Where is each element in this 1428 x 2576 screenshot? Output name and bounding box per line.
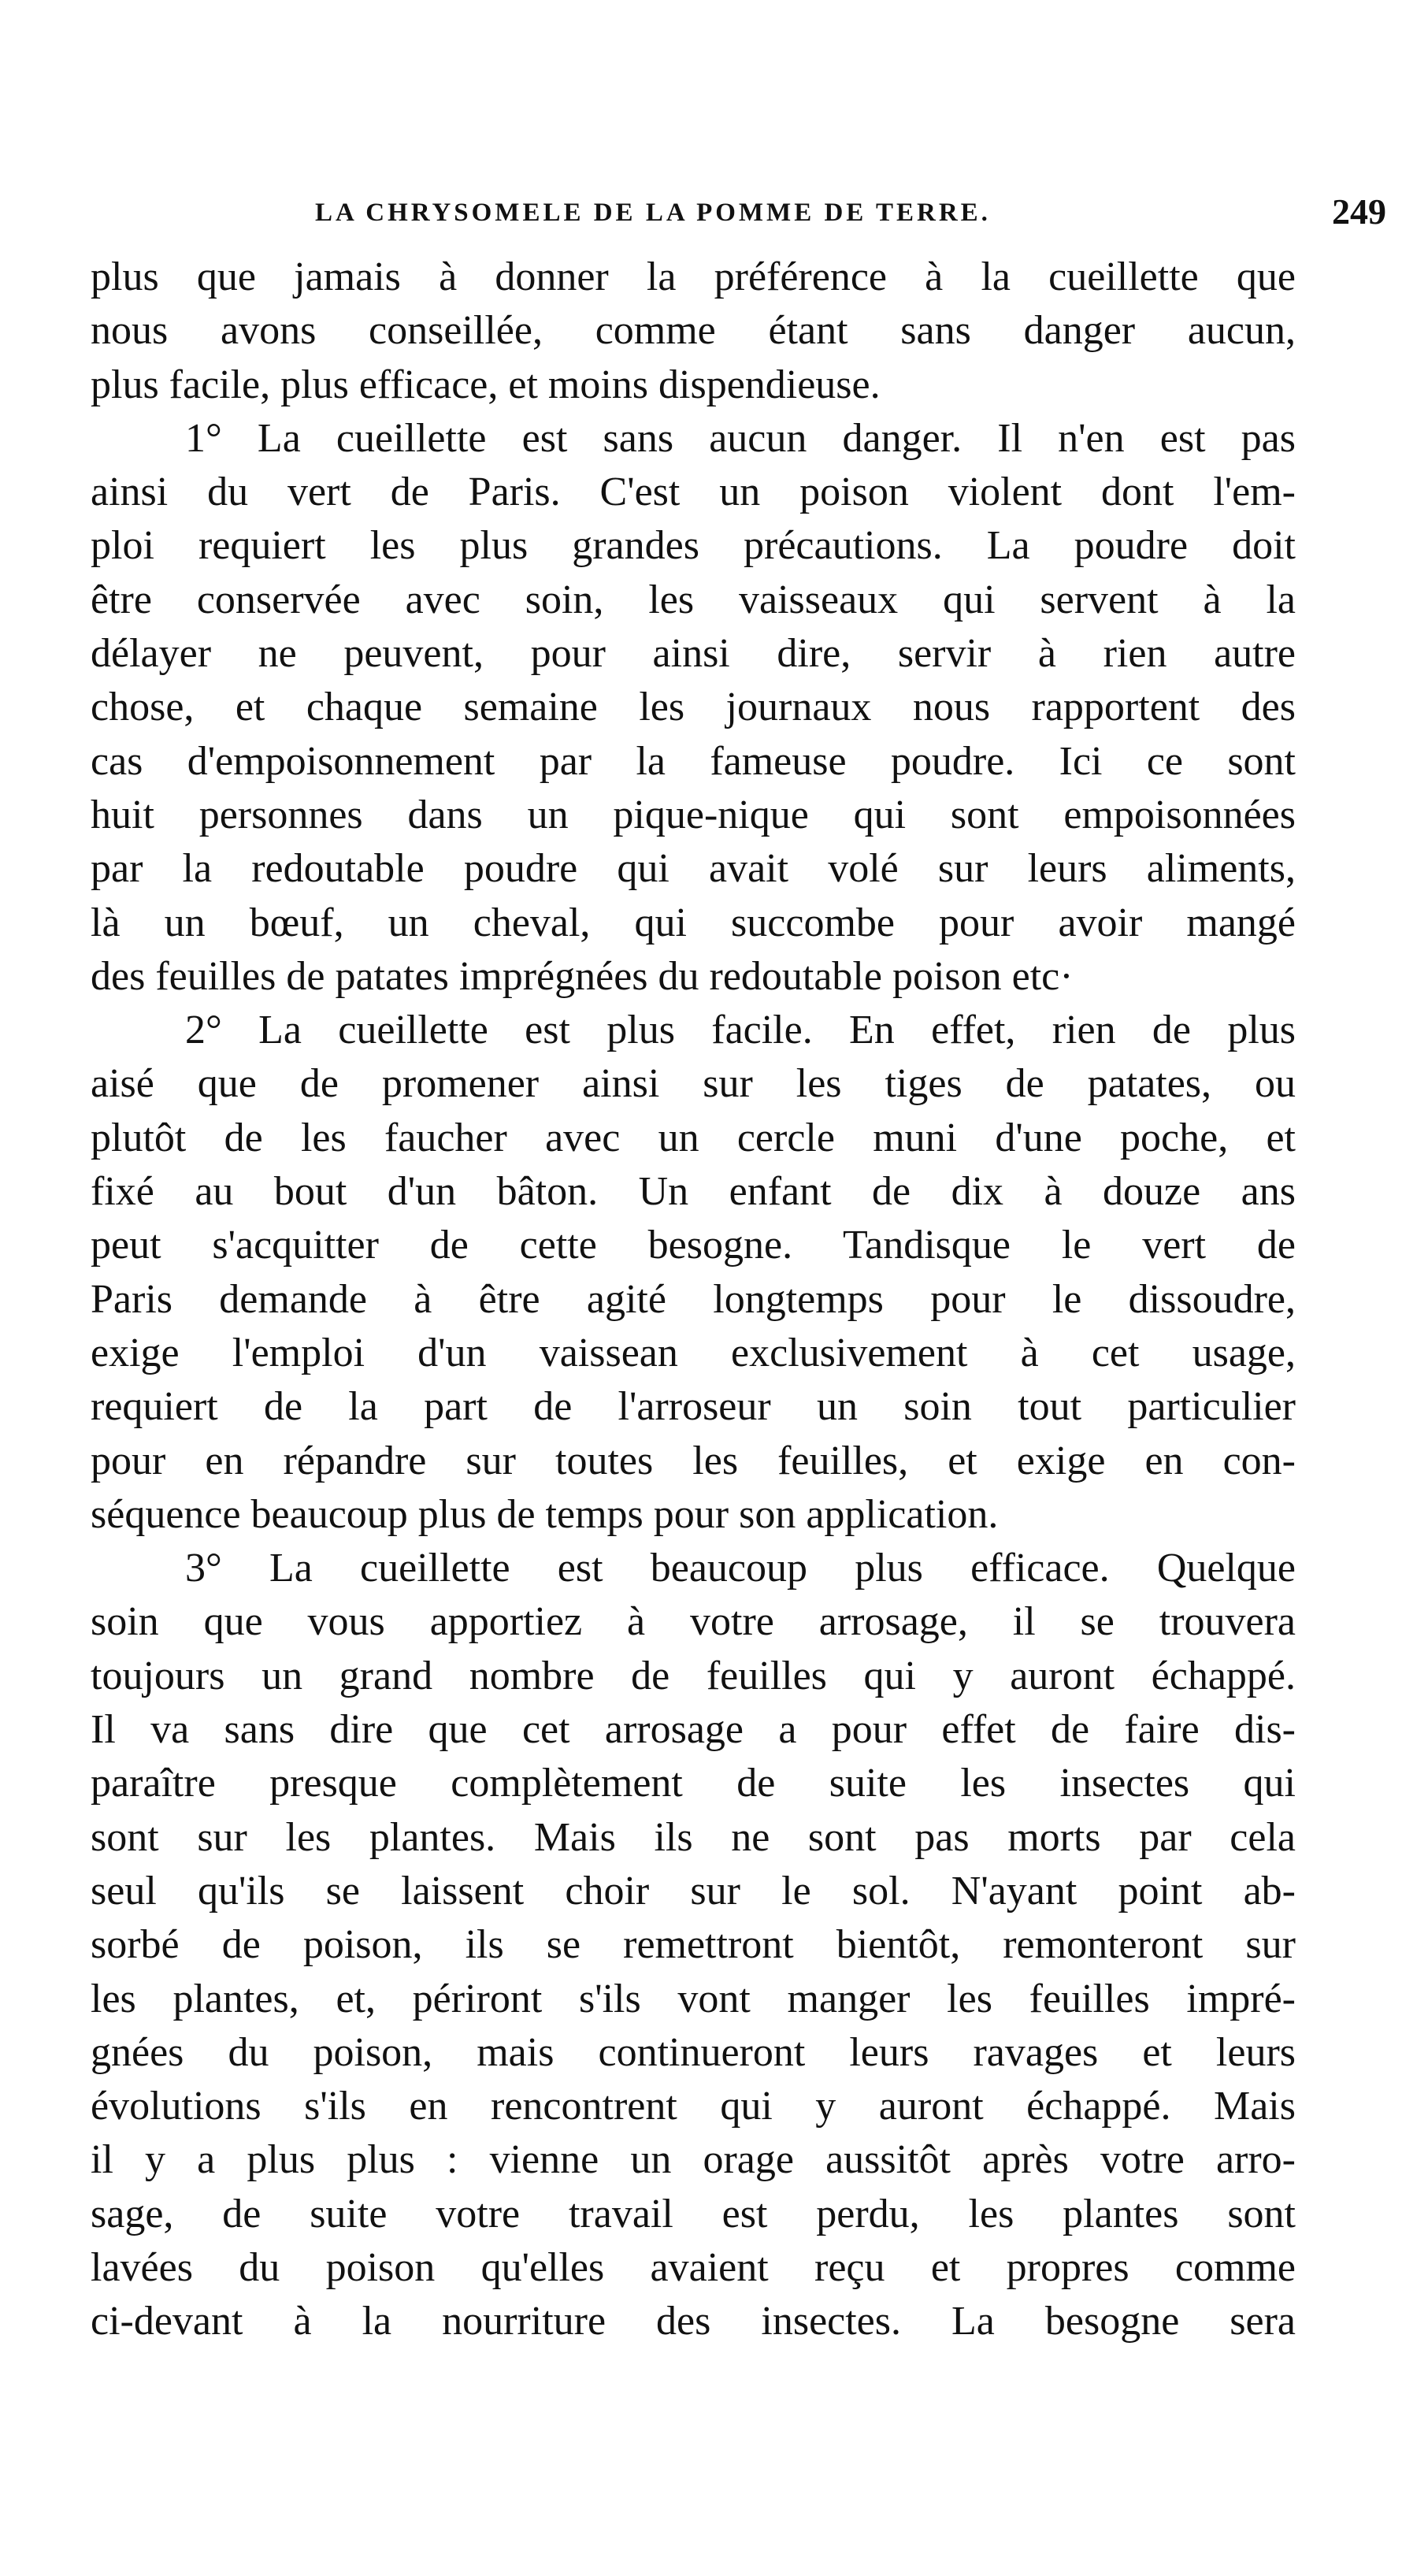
text-line: Il va sans dire que cet arrosage a pour effet de faire dis- bbox=[91, 1707, 1296, 1753]
text-line: exige l'emploi d'un vaissean exclusivement à cet usage, bbox=[91, 1330, 1296, 1375]
text-line: ainsi du vert de Paris. C'est un poison violent dont l'em- bbox=[91, 470, 1296, 515]
text-line: huit personnes dans un pique-nique qui sont empoisonnées bbox=[91, 792, 1296, 837]
text-line: là un bœuf, un cheval, qui succombe pour avoir mangé bbox=[91, 900, 1296, 945]
text-line: 3° La cueillette est beaucoup plus efficace. Quelque bbox=[185, 1546, 1296, 1591]
text-line: plus que jamais à donner la préférence à la cueillette que bbox=[91, 254, 1296, 299]
text-line: séquence beaucoup plus de temps pour son application. bbox=[91, 1491, 999, 1537]
text-line: sage, de suite votre travail est perdu, les plantes sont bbox=[91, 2191, 1296, 2236]
text-line: fixé au bout d'un bâton. Un enfant de dix à douze ans bbox=[91, 1169, 1296, 1215]
text-line: ploi requiert les plus grandes précautions. La poudre doit bbox=[91, 523, 1296, 569]
text-line: sont sur les plantes. Mais ils ne sont pas morts par cela bbox=[91, 1814, 1296, 1860]
text-line: chose, et chaque semaine les journaux nous rapportent des bbox=[91, 685, 1296, 730]
body-text bbox=[91, 251, 1296, 2349]
text-line: plus facile, plus efficace, et moins dispendieuse. bbox=[91, 362, 881, 407]
text-line: lavées du poison qu'elles avaient reçu et propres comme bbox=[91, 2244, 1296, 2290]
text-line: les plantes, et, périront s'ils vont manger les feuilles impré- bbox=[91, 1976, 1296, 2021]
page-number: 249 bbox=[1332, 191, 1386, 232]
text-line: délayer ne peuvent, pour ainsi dire, servir à rien autre bbox=[91, 631, 1296, 677]
text-line: paraître presque complètement de suite les insectes qui bbox=[91, 1761, 1296, 1806]
running-head bbox=[315, 191, 1386, 238]
text-line: Paris demande à être agité longtemps pour le dissoudre, bbox=[91, 1276, 1296, 1322]
text-line: il y a plus plus : vienne un orage aussitôt après votre arro- bbox=[91, 2137, 1296, 2183]
text-line: plutôt de les faucher avec un cercle muni d'une poche, et bbox=[91, 1115, 1296, 1160]
text-line: seul qu'ils se laissent choir sur le sol. N'ayant point ab- bbox=[91, 1868, 1296, 1913]
running-head-title: LA CHRYSOMELE DE LA POMME DE TERRE. bbox=[315, 199, 991, 227]
text-line: gnées du poison, mais continueront leurs ravages et leurs bbox=[91, 2029, 1296, 2075]
text-line: aisé que de promener ainsi sur les tiges de patates, ou bbox=[91, 1061, 1296, 1107]
text-line: requiert de la part de l'arroseur un soin tout particulier bbox=[91, 1384, 1296, 1430]
text-line: cas d'empoisonnement par la fameuse poudre. Ici ce sont bbox=[91, 738, 1296, 784]
text-line: ci-devant à la nourriture des insectes. La besogne sera bbox=[91, 2299, 1296, 2344]
text-line: pour en répandre sur toutes les feuilles, et exige en con- bbox=[91, 1438, 1296, 1483]
text-line: par la redoutable poudre qui avait volé sur leurs aliments, bbox=[91, 846, 1296, 892]
text-line: 1° La cueillette est sans aucun danger. Il n'en est pas bbox=[185, 415, 1296, 461]
text-line: toujours un grand nombre de feuilles qui y auront échappé. bbox=[91, 1653, 1296, 1698]
text-line: peut s'acquitter de cette besogne. Tandisque le vert de bbox=[91, 1223, 1296, 1268]
text-line: sorbé de poison, ils se remettront bientôt, remonteront sur bbox=[91, 1922, 1296, 1968]
text-line: des feuilles de patates imprégnées du redoutable poison etc· bbox=[91, 953, 1074, 999]
text-line: nous avons conseillée, comme étant sans danger aucun, bbox=[91, 308, 1296, 354]
text-line: soin que vous apportiez à votre arrosage, il se trouvera bbox=[91, 1599, 1296, 1645]
text-line: évolutions s'ils en rencontrent qui y auront échappé. Mais bbox=[91, 2084, 1296, 2129]
text-line: être conservée avec soin, les vaisseaux qui servent à la bbox=[91, 577, 1296, 622]
text-line: 2° La cueillette est plus facile. En effet, rien de plus bbox=[185, 1008, 1296, 1053]
